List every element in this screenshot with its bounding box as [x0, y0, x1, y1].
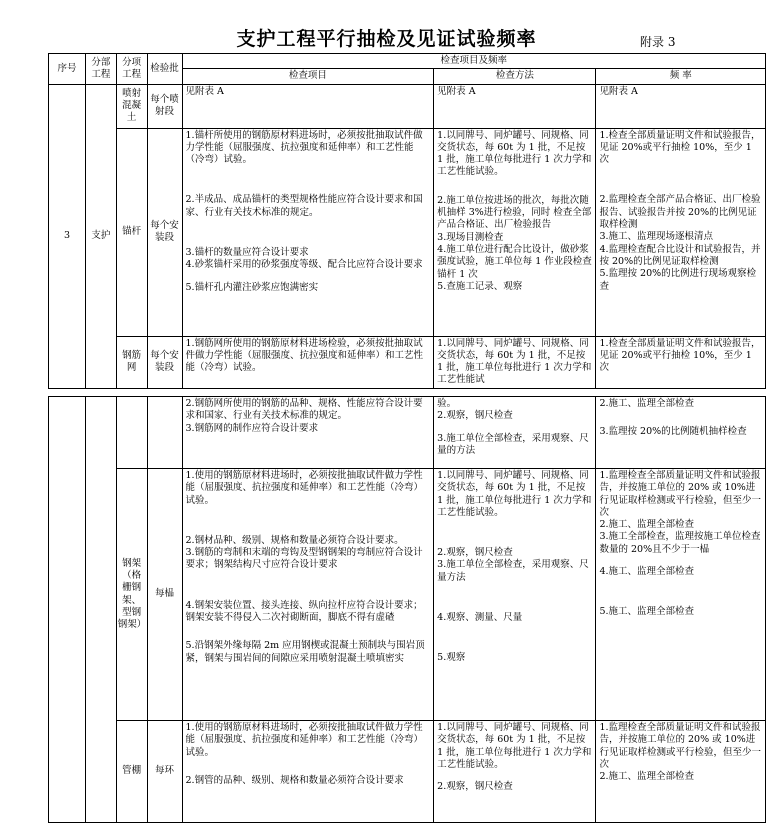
shed-freq-2: 2.施工、监理全部检查: [599, 771, 695, 783]
mesh-item-3: 3.钢筋网的制作应符合设计要求: [185, 422, 319, 434]
freqs-anchor: [596, 128, 766, 336]
appendix-label: 附录 3: [640, 35, 676, 49]
item-mesh: 1.钢筋网所使用的钢筋原材料进场检验，必须按批抽取试件做力学性能（屈服强度、抗拉强度和延伸率）和工艺性能（冷弯）试验。: [182, 336, 434, 389]
freq-shotcrete: 见附表 A: [596, 84, 766, 128]
anchor-method-4: 4.施工单位进行配合比设计，做砂浆强度试验，施工单位每 1 作业段检查锚杆 1 次: [437, 243, 592, 280]
batch-anchor: 每个安装段: [147, 128, 182, 336]
header-seq: 序号: [49, 54, 86, 85]
page-break: [0, 389, 773, 395]
page-title: 支护工程平行抽检及见证试验频率: [236, 28, 537, 50]
items-frame: [182, 469, 434, 721]
subitem-mesh: 钢筋网: [116, 336, 147, 389]
mesh-freq-2: 2.施工、监理全部检查: [599, 398, 695, 409]
frame-freq-2: 2.施工、监理全部检查: [599, 519, 695, 531]
method-mesh: 1.以同牌号、同炉罐号、同规格、同交货状态，每 60t 为 1 批，不足按 1 批，施工单位每批进行 1 次力学和工艺性能试: [434, 336, 596, 389]
anchor-item-3: 3.锚杆的数量应符合设计要求: [185, 247, 309, 259]
frame-method-1: 1.以同牌号、同炉罐号、同规格、同交货状态，每 60t 为 1 批，不足按 1 批，施工单位每批进行 1 次力学和工艺性能试验。: [437, 470, 592, 518]
shed-item-2: 2.钢管的品种、级别、规格和数量必须符合设计要求: [185, 774, 404, 786]
anchor-freq-4: 4.监理检查配合比设计和试验报告，并按 20%的比例见证取样检测: [599, 243, 761, 267]
frame-item-4: 4.钢架安装位置、接头连接、纵向拉杆应符合设计要求；钢架安装不得侵入二次衬砌断面，脚底不得有虚碴: [185, 599, 423, 624]
freqs-shed: [596, 721, 766, 823]
frame-freq-1: 1.监理检查全部质量证明文件和试验报告，并按施工单位的 20% 或 10%进行见证取样检测或平行检验，但至少一次: [599, 470, 761, 518]
anchor-method-2: 2.施工单位按进场的批次，每批次随机抽样 3%进行检验，同时 检查全部产品合格证、出厂检验报告: [437, 194, 592, 231]
shed-method-2: 2.观察，钢尺检查: [437, 781, 513, 793]
inspection-table-part2: [48, 396, 766, 823]
batch-mesh: 每个安装段: [147, 336, 182, 389]
anchor-freq-1: 1.检查全部质量证明文件和试验报告，见证 20%或平行抽检 10%，至少 1 次: [599, 129, 761, 166]
subitem-anchor: 锚杆: [116, 128, 147, 336]
batch-frame: 每榀: [147, 469, 182, 721]
frame-item-5: 5.沿钢架外缘每隔 2m 应用钢楔或混凝土预制块与围岩顶紧，钢架与围岩间的间隙应采用喷射混凝土喷填密实: [185, 640, 425, 664]
frame-item-1: 1.使用的钢筋原材料进场时，必须按批抽取试件做力学性能（屈服强度、抗拉强度和延伸率）和工艺性能（冷弯）试验。: [185, 470, 424, 506]
inspection-table-part1: [48, 53, 766, 390]
row-division: 支护: [85, 84, 116, 389]
shed-freq-1: 1.监理检查全部质量证明文件和试验报告，并按施工单位的 20% 或 10%进行见证取样检测或平行检验，但至少一次: [599, 722, 761, 770]
anchor-freq-5: 5.监理按 20%的比例进行现场观察检查: [599, 268, 757, 292]
batch-shotcrete: 每个喷射段: [147, 84, 182, 128]
anchor-item-1: 1.锚杆所使用的钢筋原材料进场时，必须按批抽取试件做力学性能（屈服强度、抗拉强度和延伸率）和工艺性能（冷弯）试验。: [185, 129, 423, 166]
frame-item-3: 3.钢筋的弯制和末端的弯钩及型钢钢架的弯制应符合设计要求；钢架结构尺寸应符合设计要求: [185, 547, 423, 571]
header-subitem: 分项工程: [116, 54, 147, 85]
methods-frame: [434, 469, 596, 721]
anchor-freq-3: 3.施工、监理现场逐根清点: [599, 231, 714, 243]
anchor-item-4: 4.砂浆锚杆采用的砂浆强度等级、配合比应符合设计要求: [185, 259, 423, 271]
freqs-frame: [596, 469, 766, 721]
batch-shed: 每环: [147, 721, 182, 823]
anchor-item-2: 2.半成品、成品锚杆的类型规格性能应符合设计要求和国家、行业有关技术标准的规定。: [185, 194, 423, 218]
anchor-method-5: 5.查施工记录、观察: [437, 280, 523, 292]
anchor-item-5: 5.锚杆孔内灌注砂浆应饱满密实: [185, 281, 319, 293]
header-check-method: 检查方法: [434, 69, 596, 84]
mesh-method-3: 3.施工单位全部检查，采用观察、尺量的方法: [437, 432, 589, 456]
freqs-mesh-continued: [596, 397, 766, 469]
subitem-frame: 钢架（格栅钢架、型钢钢架）: [116, 469, 147, 721]
items-mesh-continued: [182, 397, 434, 469]
mesh-item-2: 2.钢筋网所使用的钢筋的品种、规格、性能应符合设计要求和国家、行业有关技术标准的规定。: [185, 398, 423, 422]
frame-method-3: 3.施工单位全部检查，采用观察、尺量方法: [437, 559, 589, 583]
seq-cell-continued: [49, 397, 86, 823]
header-check-item: 检查项目: [182, 69, 434, 84]
header-frequency: 频 率: [596, 69, 766, 84]
frame-freq-4: 4.施工、监理全部检查: [599, 566, 695, 578]
batch-mesh-continued: [147, 397, 182, 469]
shed-method-1: 1.以同牌号、同炉罐号、同规格、同交货状态，每 60t 为 1 批，不足按 1 批，施工单位每批进行 1 次力学和工艺性能试验。: [437, 722, 592, 770]
freq-mesh: 1.检查全部质量证明文件和试验报告，见证 20%或平行抽检 10%，至少 1 次: [596, 336, 766, 389]
methods-anchor: [434, 128, 596, 336]
header-division: 分部工程: [85, 54, 116, 85]
mesh-method-2: 2.观察，钢尺检查: [437, 410, 513, 422]
frame-method-5: 5.观察: [437, 652, 466, 664]
frame-freq-5: 5.施工、监理全部检查: [599, 606, 695, 618]
row-seq: 3: [49, 84, 86, 389]
anchor-freq-2: 2.监理检查全部产品合格证、出厂检验报告、试验报告并按 20%的比例见证取样检测: [599, 194, 761, 231]
subitem-mesh-continued: [116, 397, 147, 469]
subitem-shed: 管棚: [116, 721, 147, 823]
anchor-method-3: 3.现场目测检查: [437, 231, 504, 243]
frame-item-2: 2.钢材品种、级别、规格和数量必须符合设计要求。: [185, 534, 404, 546]
division-cell-continued: [85, 397, 116, 823]
header-batch: 检验批: [147, 54, 182, 85]
anchor-method-1: 1.以同牌号、同炉罐号、同规格、同交货状态，每 60t 为 1 批，不足按 1 批，施工单位每批进行 1 次力学和工艺性能试验。: [437, 129, 592, 178]
frame-method-4: 4.观察、测量、尺量: [437, 612, 523, 624]
item-shotcrete: 见附表 A: [182, 84, 434, 128]
subitem-shotcrete: 喷射混凝土: [116, 84, 147, 128]
items-shed: [182, 721, 434, 823]
method-shotcrete: 见附表 A: [434, 84, 596, 128]
shed-item-1: 1.使用的钢筋原材料进场时，必须按批抽取试件做力学性能（屈服强度、抗拉强度和延伸率）和工艺性能（冷弯）试验。: [185, 722, 424, 758]
header-group: 检查项目及频率: [182, 54, 765, 69]
mesh-freq-3: 3.监理按 20%的比例随机抽样检查: [599, 426, 747, 438]
methods-mesh-continued: [434, 397, 596, 469]
frame-method-2: 2.观察，钢尺检查: [437, 547, 513, 559]
methods-shed: [434, 721, 596, 823]
items-anchor: [182, 128, 434, 336]
frame-freq-3: 3.施工全部检查，监理按施工单位检查数量的 20%且不少于一榀: [599, 531, 761, 555]
mesh-method-1-tail: 验。: [437, 398, 457, 409]
